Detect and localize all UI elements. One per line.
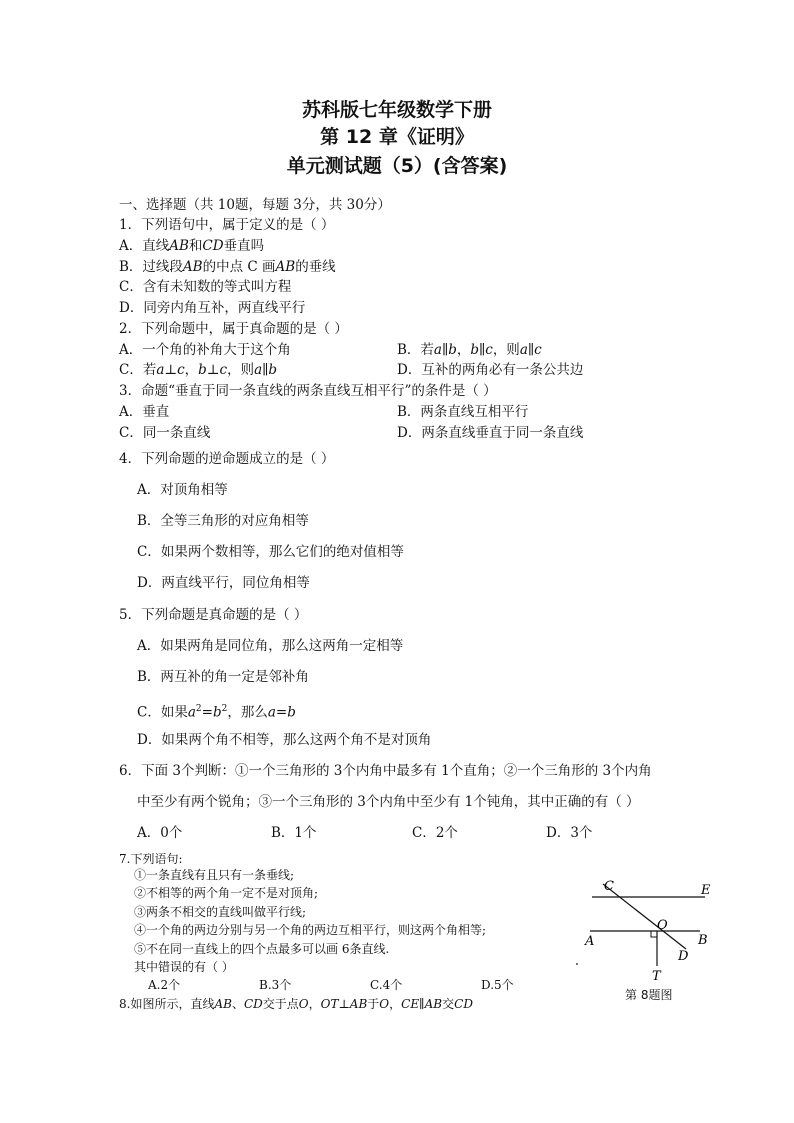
q5-option-d: D．如果两个角不相等，那么这两个角不是对顶角 — [137, 732, 432, 748]
q3-option-b: B．两条直线互相平行 — [397, 404, 529, 420]
q1-a-text-3: 垂直吗 — [223, 238, 265, 254]
q5-c-exp-2: 2 — [221, 704, 228, 714]
q6-line-2: 中至少有两个锐角；③一个三角形的 3个内角中至少有 1个钝角，其中正确的有（ ） — [137, 794, 640, 810]
q7-option-a: A.2个 — [148, 978, 181, 992]
q8-figure — [570, 868, 720, 988]
q8-text-2: 、 — [231, 997, 244, 1011]
q2-c-text-3: ，则 — [227, 362, 255, 378]
q2-b-text-1: B．若 — [397, 342, 434, 358]
q2-option-d: D．互补的两角必有一条公共边 — [397, 362, 584, 378]
label-b: B — [698, 933, 708, 948]
q5-c-equals-2: = — [275, 704, 288, 721]
q7-item-5: ⑤不在同一直线上的四个点最多可以画 6条直线. — [134, 942, 390, 956]
q3-stem: 3．命题“垂直于同一条直线的两条直线互相平行”的条件是（ ） — [119, 383, 497, 399]
q8-var-cd: CD — [243, 997, 263, 1011]
q2-b-expr-3: a∥c — [519, 342, 542, 358]
q1-b-var-2: AB — [275, 259, 296, 275]
q2-b-text-3: ，则 — [492, 342, 520, 358]
q7-option-d: D.5个 — [481, 978, 514, 992]
q1-option-a — [119, 237, 264, 255]
q2-c-text-1: C．若 — [119, 362, 157, 378]
q1-a-var-2: CD — [202, 238, 224, 254]
q2-c-expr-3: a∥b — [254, 362, 277, 378]
q5-option-c — [137, 700, 296, 722]
q2-c-text-2: ， — [184, 362, 199, 378]
q8-text-4: ， — [308, 997, 321, 1011]
q4-option-a: A．对顶角相等 — [137, 482, 228, 498]
label-t: T — [652, 969, 661, 984]
q8-text-6: ， — [389, 997, 402, 1011]
q8-text-1: 8.如图所示，直线 — [119, 997, 215, 1011]
q1-a-text-1: A．直线 — [119, 238, 170, 254]
q7-item-3: ③两条不相交的直线叫做平行线; — [134, 905, 307, 919]
q6-option-c: C．2个 — [412, 825, 458, 841]
q6-line-1: 6．下面 3个判断：①一个三角形的 3个内角中最多有 1个直角；②一个三角形的 3个内角 — [119, 763, 652, 779]
q2-b-expr-1: a∥b — [433, 342, 457, 358]
q5-c-var-b2: b — [287, 704, 296, 721]
q8-var-o2: O — [379, 997, 390, 1011]
section-heading: 一、选择题（共 10题，每题 3分，共 30分） — [119, 197, 391, 213]
label-d: D — [678, 949, 689, 964]
q6-option-b: B．1个 — [271, 825, 317, 841]
q2-option-b — [397, 341, 542, 359]
q5-c-var-a2: a — [267, 704, 276, 721]
q1-option-b — [119, 258, 336, 276]
q8-var-ce: CE — [401, 997, 420, 1011]
q5-c-var-a: a — [187, 704, 196, 721]
q8-text-3: 交于点 — [262, 997, 299, 1011]
q8-var-ab: AB — [214, 997, 232, 1011]
q5-option-a: A．如果两角是同位角，那么这两角一定相等 — [137, 638, 404, 654]
q1-b-text-3: 的垂线 — [295, 259, 336, 275]
q7-ask: 其中错误的有（ ） — [134, 960, 234, 974]
q5-c-equals-1: = — [201, 704, 213, 721]
q2-b-text-2: ， — [456, 342, 471, 358]
q3-option-d: D．两条直线垂直于同一条直线 — [397, 425, 584, 441]
q7-item-1: ①一条直线有且只有一条垂线; — [134, 868, 295, 882]
q6-option-d: D．3个 — [546, 825, 593, 841]
q8-text-7: 交 — [442, 997, 455, 1011]
q2-stem: 2．下列命题中，属于真命题的是（ ） — [119, 321, 348, 337]
q2-b-expr-2: b∥c — [470, 342, 493, 358]
q3-option-c: C．同一条直线 — [119, 425, 211, 441]
q5-c-exp-1: 2 — [195, 704, 202, 714]
q7-item-2: ②不相等的两个角一定不是对顶角; — [134, 886, 319, 900]
q7-option-b: B.3个 — [259, 978, 292, 992]
q4-option-b: B．全等三角形的对应角相等 — [137, 513, 309, 529]
title-line-1: 苏科版七年级数学下册 — [301, 99, 492, 121]
q2-option-c — [119, 361, 277, 379]
label-c: C — [604, 879, 614, 894]
q5-c-text-2: ，那么 — [227, 704, 268, 721]
q5-stem: 5．下列命题是真命题的是（ ） — [119, 607, 308, 623]
q8-var-ot: OT — [320, 997, 339, 1011]
figure-caption: 第 8题图 — [625, 988, 673, 1002]
stray-dot — [576, 963, 578, 965]
q7-option-c: C.4个 — [370, 978, 403, 992]
q8-var-ab2: AB — [349, 997, 368, 1011]
q4-option-d: D．两直线平行，同位角相等 — [137, 575, 310, 591]
q6-option-a: A．0个 — [137, 825, 183, 841]
q8-var-ab3: AB — [424, 997, 443, 1011]
title-line-2: 第 12 章《证明》 — [320, 126, 474, 148]
q7-item-4: ④一个角的两边分别与另一个角的两边互相平行，则这两个角相等; — [134, 923, 487, 937]
q1-option-c: C．含有未知数的等式叫方程 — [119, 279, 292, 295]
line-cd — [603, 884, 686, 949]
q8-stem — [119, 996, 473, 1012]
label-e: E — [701, 883, 711, 898]
q7-stem: 7.下列语句: — [119, 852, 183, 866]
q1-b-var-1: AB — [182, 259, 203, 275]
q2-c-expr-1: a⊥c — [156, 362, 185, 378]
q1-a-text-2: 和 — [188, 238, 203, 254]
q5-c-text-1: C．如果 — [137, 704, 188, 721]
label-a: A — [585, 934, 595, 949]
q8-var-cd2: CD — [454, 997, 473, 1011]
q4-stem: 4．下列命题的逆命题成立的是（ ） — [119, 451, 335, 467]
q1-stem: 1．下列语句中，属于定义的是（ ） — [119, 217, 335, 233]
q8-parallel: ∥ — [419, 997, 425, 1011]
q1-a-var-1: AB — [169, 238, 189, 254]
q1-b-text-1: B．过线段 — [119, 259, 183, 275]
q8-var-o: O — [298, 997, 309, 1011]
q1-b-text-2: 的中点 C 画 — [202, 259, 276, 275]
q5-option-b: B．两互补的角一定是邻补角 — [137, 669, 309, 685]
q2-option-a: A．一个角的补角大于这个角 — [119, 342, 291, 358]
label-o: O — [657, 918, 668, 933]
q2-c-expr-2: b⊥c — [198, 362, 228, 378]
q8-perp: ⊥ — [338, 997, 350, 1011]
q5-c-var-b: b — [212, 704, 222, 721]
q1-option-d: D．同旁内角互补，两直线平行 — [119, 300, 306, 316]
q3-option-a: A．垂直 — [119, 404, 170, 420]
q4-option-c: C．如果两个数相等，那么它们的绝对值相等 — [137, 544, 404, 560]
title-line-3: 单元测试题（5）(含答案) — [286, 155, 508, 177]
q8-text-5: 于 — [367, 997, 380, 1011]
